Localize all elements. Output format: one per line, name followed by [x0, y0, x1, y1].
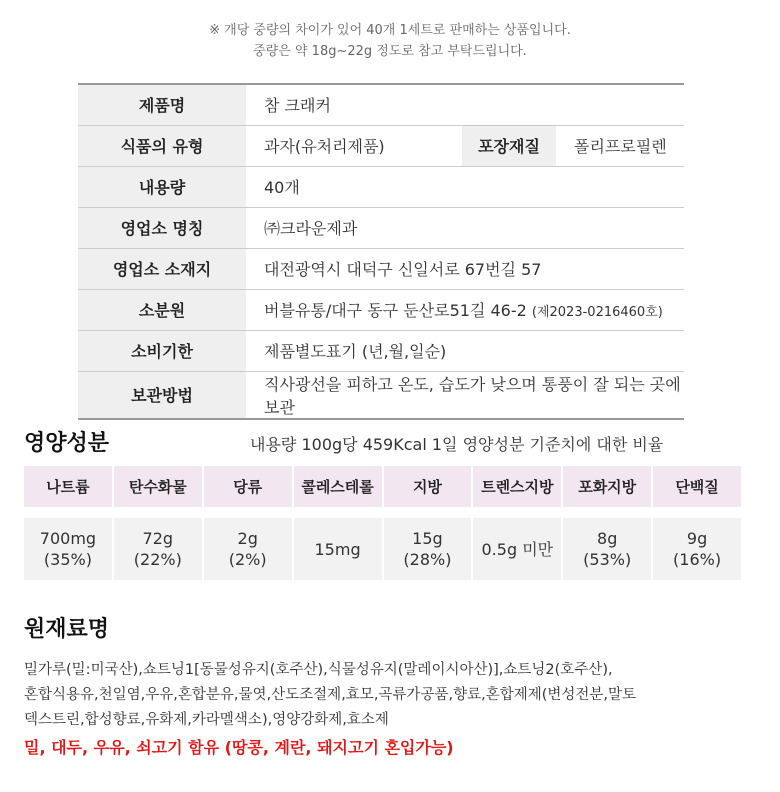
row-storage: [78, 371, 684, 419]
ingredients-text: [24, 658, 764, 733]
nutrient-amount: 15mg: [314, 539, 361, 559]
business-address-label: 영업소 소재지: [78, 248, 246, 289]
packaging-label: 포장재질: [462, 125, 556, 166]
row-food-type: [78, 125, 684, 166]
subdivision-label: 소분원: [78, 289, 246, 330]
nutrient-percent: (2%): [228, 550, 267, 569]
nutrient-amount: 700mg: [39, 529, 97, 548]
nutrient-percent: (35%): [43, 550, 92, 569]
food-type-value: 과자(유처리제품): [246, 125, 462, 166]
nutrient-name: 포화지방: [563, 466, 651, 507]
nutrient-percent: (28%): [403, 550, 452, 569]
nutrient-value: [653, 518, 741, 580]
nutrient-percent: (22%): [133, 550, 182, 569]
nutrient-value: [24, 518, 112, 580]
nutrition-subtitle: 내용량 100g당 459Kcal 1일 영양성분 기준치에 대한 비율: [250, 435, 664, 454]
business-name-value: ㈜크라운제과: [246, 207, 684, 248]
content-value: 40개: [246, 166, 684, 207]
nutrient-value: [473, 518, 561, 580]
nutrition-header-row: [24, 466, 741, 507]
notice: [0, 20, 780, 62]
ingredients-title: 원재료명: [24, 617, 110, 642]
nutrient-name: 탄수화물: [114, 466, 202, 507]
storage-label: 보관방법: [78, 371, 246, 419]
expiry-label: 소비기한: [78, 330, 246, 371]
subdivision-reg: (제2023-0216460호): [531, 305, 663, 320]
row-subdivision: [78, 289, 684, 330]
nutrient-name: 당류: [204, 466, 292, 507]
business-name-label: 영업소 명칭: [78, 207, 246, 248]
packaging-value: 폴리프로필렌: [556, 125, 684, 166]
nutrient-amount: 2g: [237, 529, 258, 548]
subdivision-text: 버블유통/대구 동구 둔산로51길 46-2: [264, 301, 527, 320]
nutrient-value: [384, 518, 472, 580]
nutrition-value-row: [24, 518, 741, 580]
row-business-name: [78, 207, 684, 248]
expiry-value: 제품별도표기 (년,월,일순): [246, 330, 684, 371]
nutrient-name: 단백질: [653, 466, 741, 507]
row-business-address: [78, 248, 684, 289]
content-label: 내용량: [78, 166, 246, 207]
notice-line-1: ※ 개당 중량의 차이가 있어 40개 1세트로 판매하는 상품입니다.: [209, 23, 571, 38]
nutrition-title: 영양성분: [24, 431, 110, 456]
row-content: [78, 166, 684, 207]
nutrient-name: 나트륨: [24, 466, 112, 507]
nutrient-name: 콜레스테롤: [294, 466, 382, 507]
nutrient-amount: 0.5g 미만: [481, 539, 554, 559]
row-expiry: [78, 330, 684, 371]
storage-value: 직사광선을 피하고 온도, 습도가 낮으며 통풍이 잘 되는 곳에 보관: [246, 371, 684, 419]
product-name-label: 제품명: [78, 84, 246, 125]
row-product-name: [78, 84, 684, 125]
product-name-value: 참 크래커: [246, 84, 684, 125]
nutrient-value: [563, 518, 651, 580]
food-type-label: 식품의 유형: [78, 125, 246, 166]
nutrient-amount: 15g: [412, 529, 443, 548]
nutrient-percent: (16%): [673, 550, 722, 569]
nutrient-amount: 72g: [142, 529, 174, 548]
nutrient-value: [114, 518, 202, 580]
nutrient-value: [204, 518, 292, 580]
product-info-table: [78, 83, 684, 420]
business-address-value: 대전광역시 대덕구 신일서로 67번길 57: [246, 248, 684, 289]
nutrient-percent: (53%): [583, 550, 632, 569]
ingredients-line: 밀가루(밀:미국산),쇼트닝1[동물성유지(호주산),식물성유지(말레이시아산)],쇼트닝2(호주산),: [24, 662, 613, 678]
nutrient-name: 트렌스지방: [473, 466, 561, 507]
ingredients-line: 혼합식용유,천일염,우유,혼합분유,물엿,산도조절제,효모,곡류가공품,향료,혼합제제(변성전분,말토: [24, 687, 637, 703]
ingredients-line: 덱스트린,합성향료,유화제,카라멜색소),영양강화제,효소제: [24, 712, 389, 728]
nutrient-amount: 9g: [686, 529, 708, 548]
notice-line-2: 중량은 약 18g~22g 정도로 참고 부탁드립니다.: [253, 44, 527, 59]
nutrient-amount: 8g: [597, 529, 618, 548]
subdivision-value: [246, 289, 684, 330]
nutrient-name: 지방: [384, 466, 472, 507]
allergy-warning: 밀, 대두, 우유, 쇠고기 함유 (땅콩, 계란, 돼지고기 혼입가능): [24, 738, 454, 757]
nutrient-value: [294, 518, 382, 580]
